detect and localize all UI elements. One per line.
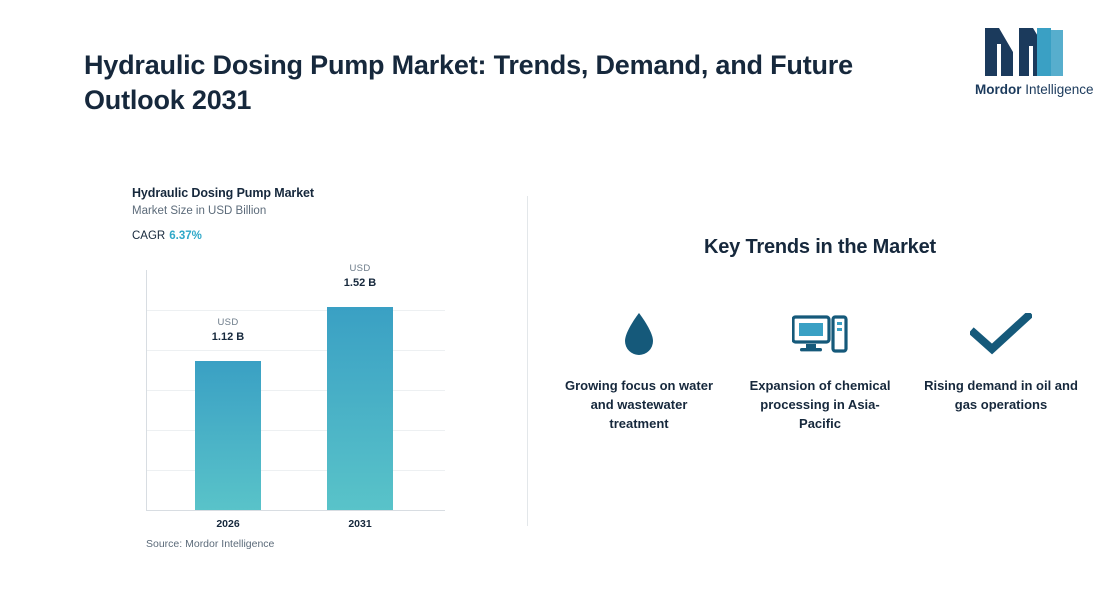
trend-item-3 <box>922 307 1080 434</box>
bar-label-2031 <box>320 263 400 291</box>
cagr-row <box>132 230 462 242</box>
chart-plot-area <box>146 263 445 530</box>
checkmark-glyph <box>970 313 1032 357</box>
gridline <box>147 390 445 391</box>
water-drop-icon <box>560 307 718 363</box>
bar-label-2026 <box>188 317 268 345</box>
page-title: Hydraulic Dosing Pump Market: Trends, Demand, and Future Outlook 2031 <box>84 50 853 116</box>
gridline <box>147 350 445 351</box>
computer-icon <box>741 307 899 363</box>
chart-title: Hydraulic Dosing Pump Market <box>132 186 314 200</box>
gridline <box>147 430 445 431</box>
trend-item-1 <box>560 307 718 434</box>
water-drop-glyph <box>621 311 657 359</box>
logo-word-two: Intelligence <box>1025 82 1094 97</box>
page-header <box>0 0 1117 140</box>
logo-wordmark <box>975 82 1094 97</box>
cagr-value: 6.37% <box>169 230 202 242</box>
section-divider <box>527 196 528 526</box>
bar-2031[interactable] <box>327 307 393 510</box>
logo-word-one: Mordor <box>975 82 1022 97</box>
trend-label-1: Growing focus on water and wastewater treatment <box>564 378 714 431</box>
bar-2026[interactable] <box>195 361 261 510</box>
cagr-label: CAGR <box>132 230 166 242</box>
computer-glyph <box>792 313 848 357</box>
gridline <box>147 310 445 311</box>
key-trends-section <box>560 236 1080 434</box>
brand-logo <box>975 24 1094 97</box>
key-trends-list <box>560 307 1080 434</box>
x-tick-2026: 2026 <box>216 518 240 530</box>
logo-mark-icon <box>983 24 1067 78</box>
bar-value-2026: 1.12 B <box>211 330 245 343</box>
key-trends-title: Key Trends in the Market <box>704 236 936 258</box>
x-tick-2031: 2031 <box>348 518 372 530</box>
bar-unit-2026: USD <box>217 317 239 328</box>
chart-subtitle: Market Size in USD Billion <box>132 205 267 217</box>
trend-item-2 <box>741 307 899 434</box>
chart-source: Source: Mordor Intelligence <box>146 538 275 550</box>
chart-panel <box>132 186 462 566</box>
trend-label-2: Expansion of chemical processing in Asia-Pacific <box>749 378 891 431</box>
gridline <box>147 470 445 471</box>
trend-label-3: Rising demand in oil and gas operations <box>924 378 1078 412</box>
bar-unit-2031: USD <box>349 263 371 274</box>
bar-value-2031: 1.52 B <box>343 276 377 289</box>
checkmark-icon <box>922 307 1080 363</box>
